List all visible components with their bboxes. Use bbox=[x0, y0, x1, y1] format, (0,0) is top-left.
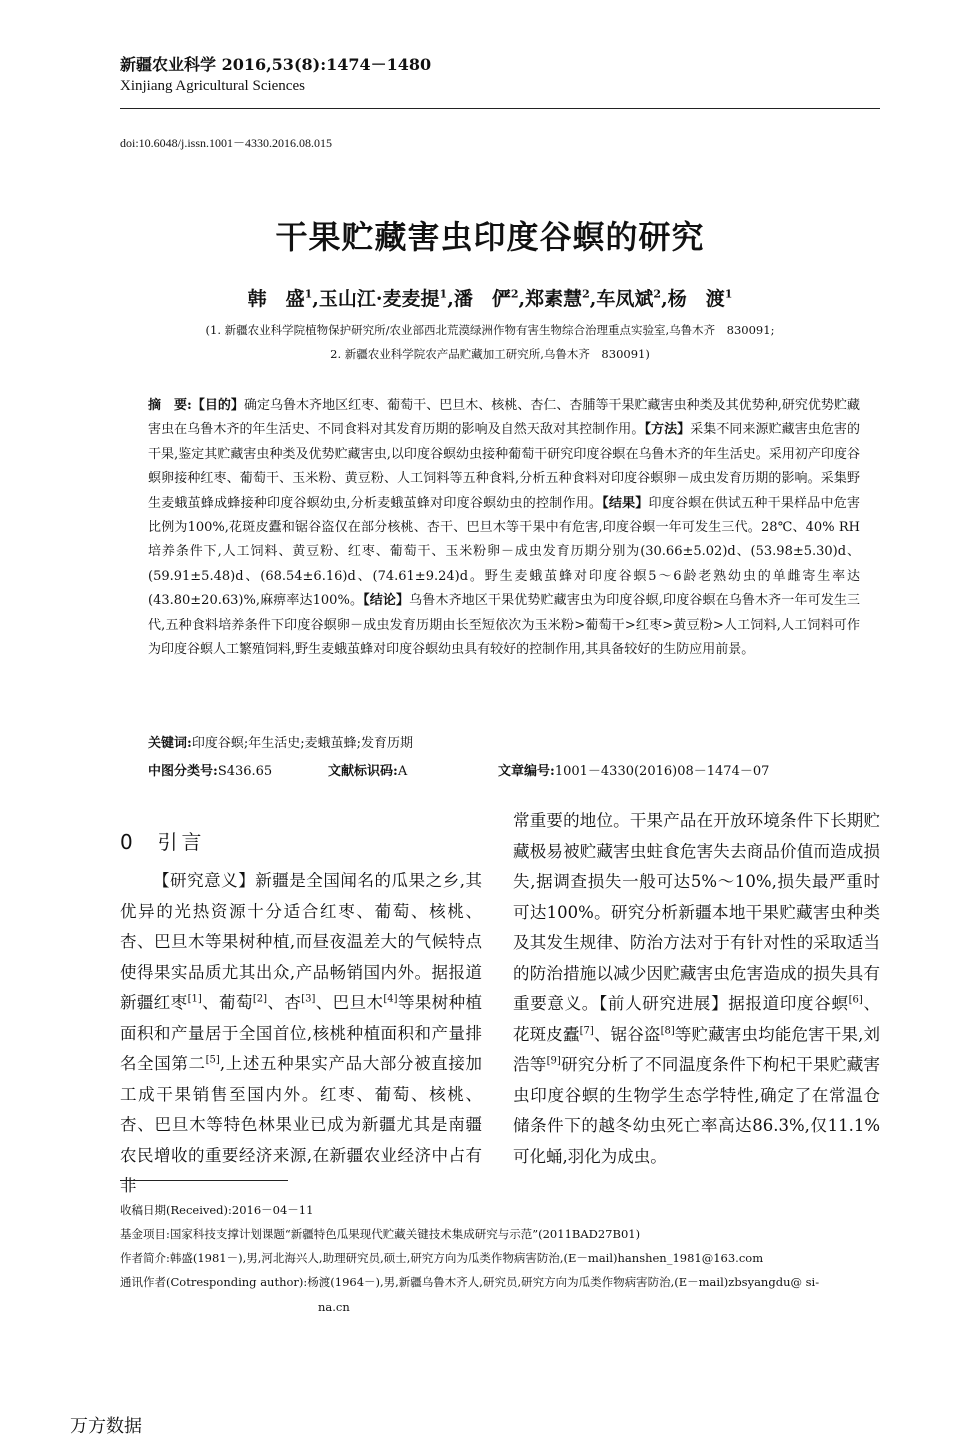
author-name: 车凤斌 bbox=[596, 288, 654, 310]
citation-ref[interactable]: [1] bbox=[187, 993, 202, 1005]
citation-ref[interactable]: [7] bbox=[579, 1025, 594, 1036]
header-divider bbox=[120, 108, 880, 109]
body-text: 等果树种植面积和产量居于全国首位,核桃种植面积和产量排名全国第二 bbox=[120, 993, 483, 1073]
keywords-text: 印度谷螟;年生活史;麦蛾茧蜂;发育历期 bbox=[191, 736, 413, 751]
section-heading bbox=[120, 826, 205, 855]
keywords-label: 关键词: bbox=[148, 736, 192, 751]
author-name: 郑素慧 bbox=[525, 288, 583, 310]
body-text: 等贮藏害虫均能危害干果,刘浩等 bbox=[513, 1024, 881, 1074]
author-name: 潘 俨 bbox=[453, 288, 511, 310]
body-text: 常重要的地位。干果产品在开放环境条件下长期贮藏极易被贮藏害虫蛀食危害失去商品价值而造成损失,据调查损失一般可达5%～10%,损失最严重时可达100%。研究分析新疆本地干果贮藏害虫种类及其发生规律、防治方法对于有针对性的采取适当的防治措施以减少因贮藏害虫危害造成的损失具有重要意义。【前人研究进展】据报道印度谷螟 bbox=[513, 811, 880, 1013]
journal-citation: 新疆农业科学 2016,53(8):1474－1480 bbox=[120, 55, 432, 74]
body-column-right bbox=[513, 806, 880, 1172]
body-text: 研究分析了不同温度条件下枸杞干果贮藏害虫印度谷螟的生物学生态学特性,确定了在常温仓储条件下的越冬幼虫死亡率高达86.3%,仅11.1%可化蛹,羽化为成虫。 bbox=[513, 1055, 881, 1166]
footnote-divider bbox=[120, 1180, 288, 1181]
author-affiliation-mark: 2 bbox=[582, 287, 590, 301]
author-affiliation-mark: 1 bbox=[439, 287, 448, 301]
author-name: 韩 盛 bbox=[247, 288, 305, 310]
result-tag: 【结果】 bbox=[602, 495, 649, 511]
clc-value: S436.65 bbox=[217, 764, 273, 779]
result-text: 印度谷螟在供试五种干果样品中危害比例为100%,花斑皮蠹和锯谷盗仅在部分核桃、杏干、巴旦木等干果中有危害,印度谷螟一年可发生三代。28℃、40% RH 培养条件下,人工饲料、黄豆粉、红枣、葡萄干、玉米粉卵－成虫发育历期分别为(30.66±5.02)d、(53.98±5.30)d、(59.91±5.48)d、(68.54±6.16)d、(74.61±9.24)d。野生麦蛾茧蜂对印度谷螟5～6龄老熟幼虫的单雌寄生率达(43.80±20.63)%,麻痹率达100%。 bbox=[148, 495, 860, 609]
watermark: 万方数据 bbox=[70, 1416, 142, 1437]
citation-ref[interactable]: [8] bbox=[660, 1025, 675, 1036]
citation-ref[interactable]: [5] bbox=[205, 1054, 220, 1066]
clc-label: 中图分类号: bbox=[148, 764, 218, 779]
citation-ref[interactable]: [2] bbox=[252, 993, 268, 1005]
article-number-value: 1001－4330(2016)08－1474－07 bbox=[554, 764, 770, 779]
section-title: 引言 bbox=[157, 830, 206, 854]
document-code-value: A bbox=[397, 764, 408, 779]
article-number-label: 文章编号: bbox=[498, 764, 555, 779]
keywords bbox=[148, 732, 860, 751]
affiliation-2: 2. 新疆农业科学院农产品贮藏加工研究所,乌鲁木齐 830091) bbox=[330, 347, 650, 361]
objective-tag: 【目的】 bbox=[191, 398, 244, 413]
citation-ref[interactable]: [6] bbox=[848, 994, 863, 1006]
document-code bbox=[328, 760, 407, 779]
body-text: 、巴旦木 bbox=[315, 993, 384, 1012]
clc-code bbox=[148, 760, 272, 779]
abstract-label: 摘 要: bbox=[148, 398, 192, 413]
body-column-left bbox=[120, 866, 482, 1202]
method-tag: 【方法】 bbox=[644, 422, 691, 438]
conclusion-text: 乌鲁木齐地区干果优势贮藏害虫为印度谷螟,印度谷螟在乌鲁木齐一年可发生三代,五种食料培养条件下印度谷螟卵－成虫发育历期由长至短依次为玉米粉>葡萄干>红枣>黄豆粉>人工饲料,人工饲料可作为印度谷螟人工繁殖饲料,野生麦蛾茧蜂对印度谷螟幼虫具有较好的控制作用,其具备较好的生防应用前景。 bbox=[148, 593, 860, 658]
body-text: 、杏 bbox=[267, 993, 302, 1012]
author-name: 杨 渡 bbox=[667, 288, 725, 310]
objective-text: 确定乌鲁木齐地区红枣、葡萄干、巴旦木、核桃、杏仁、杏脯等干果贮藏害虫种类及其优势种,研究优势贮藏害虫在乌鲁木齐的年生活史、不同食料对其发育历期的影响及自然天敌对其控制作用。 bbox=[148, 398, 860, 438]
journal-name-english: Xinjiang Agricultural Sciences bbox=[120, 78, 305, 94]
footnote-funding: 基金项目:国家科技支撑计划课题“新疆特色瓜果现代贮藏关键技术集成研究与示范”(2011BAD27B01) bbox=[120, 1227, 641, 1241]
article-number bbox=[498, 760, 769, 779]
body-text: 、葡萄 bbox=[201, 993, 253, 1012]
conclusion-tag: 【结论】 bbox=[363, 593, 410, 609]
body-text: 、锯谷盗 bbox=[593, 1024, 661, 1044]
author-affiliation-mark: 1 bbox=[724, 287, 733, 301]
footnote-corresponding-continued: na.cn bbox=[318, 1300, 350, 1314]
author-name: 玉山江·麦麦提 bbox=[318, 288, 440, 310]
body-text: ,上述五种果实产品大部分被直接加工成干果销售至国内外。红枣、葡萄、核桃、杏、巴旦木等特色林果业已成为新疆尤其是南疆农民增收的重要经济来源,在新疆农业经济中占有非 bbox=[120, 1054, 483, 1195]
footnote-received: 收稿日期(Received):2016－04－11 bbox=[120, 1203, 314, 1217]
author-affiliation-mark: 1 bbox=[304, 287, 313, 301]
citation-ref[interactable]: [3] bbox=[301, 993, 316, 1005]
author-affiliation-mark: 2 bbox=[653, 287, 662, 301]
section-number: 0 bbox=[120, 830, 137, 854]
footnote-author: 作者简介:韩盛(1981－),男,河北海兴人,助理研究员,硕士,研究方向为瓜类作物病害防治,(E－mail)hanshen_1981@163.com bbox=[120, 1251, 764, 1265]
author-affiliation-mark: 2 bbox=[510, 287, 519, 301]
body-text: 【研究意义】新疆是全国闻名的瓜果之乡,其优异的光热资源十分适合红枣、葡萄、核桃、杏、巴旦木等果树种植,而昼夜温差大的气候特点使得果实品质尤其出众,产品畅销国内外。据报道新疆红枣 bbox=[120, 871, 482, 1012]
citation-ref[interactable]: [4] bbox=[383, 993, 398, 1005]
document-code-label: 文献标识码: bbox=[328, 764, 398, 779]
body-text: 、花斑皮蠹 bbox=[513, 994, 881, 1044]
doi-line: doi:10.6048/j.issn.1001－4330.2016.08.015 bbox=[120, 136, 333, 150]
abstract bbox=[148, 394, 860, 662]
affiliation-1: (1. 新疆农业科学院植物保护研究所/农业部西北荒漠绿洲作物有害生物综合治理重点实验室,乌鲁木齐 830091; bbox=[205, 323, 775, 337]
citation-ref[interactable]: [9] bbox=[546, 1055, 561, 1067]
footnote-corresponding-author: 通讯作者(Cotresponding author):杨渡(1964－),男,新疆乌鲁木齐人,研究员,研究方向为瓜类作物病害防治,(E－mail)zbsyangdu@ si- bbox=[120, 1275, 820, 1289]
author-list: 韩 盛$^1$,玉山江·麦麦提$^1$,潘 俨$^2$,郑素慧$^2$,车凤斌$^2$,杨 渡$^1$ bbox=[247, 287, 733, 310]
paper-title: 干果贮藏害虫印度谷螟的研究 bbox=[275, 218, 705, 256]
method-text: 采集不同来源贮藏害虫危害的干果,鉴定其贮藏害虫种类及优势贮藏害虫,以印度谷螟幼虫接种葡萄干研究印度谷螟在乌鲁木齐的年生活史。采用初产印度谷螟卵接种红枣、葡萄干、玉米粉、黄豆粉、人工饲料等五种食料,分析五种食料对印度谷螟卵－成虫发育历期的影响。采集野生麦蛾茧蜂成蜂接种印度谷螟幼虫,分析麦蛾茧蜂对印度谷螟幼虫的控制作用。 bbox=[148, 422, 860, 511]
